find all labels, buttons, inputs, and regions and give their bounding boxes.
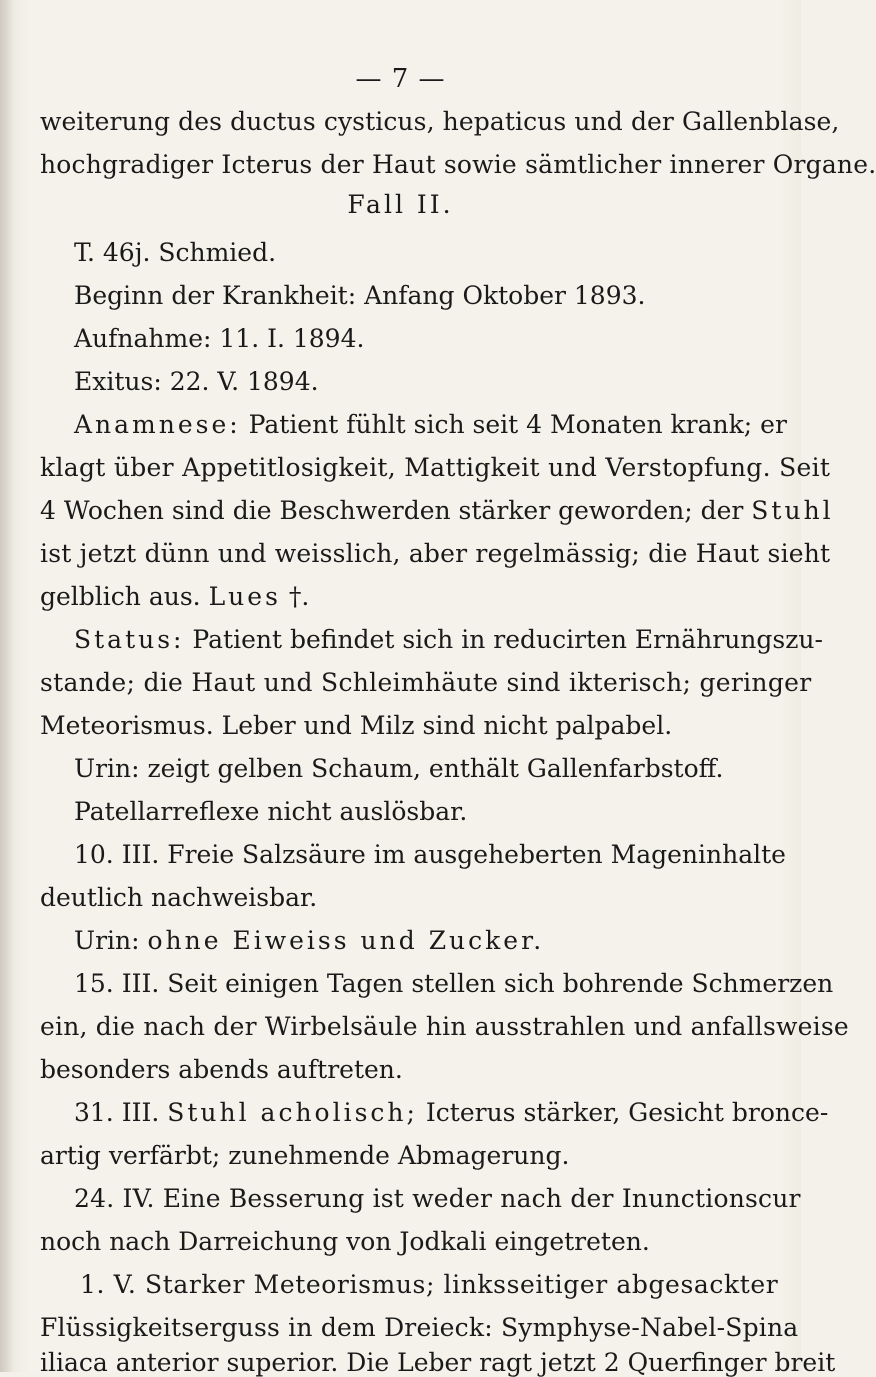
entry-spaced-text: ohne Eiweiss und Zucker. [147,926,545,955]
case-heading: Fall II. [347,190,454,219]
exitus-line: Exitus: 22. V. 1894. [74,367,319,396]
entry-line: artig verfärbt; zunehmende Abmagerung. [40,1141,570,1170]
lues-term: Lues [208,582,281,611]
onset-line: Beginn der Krankheit: Anfang Oktober 1893. [74,281,646,310]
anamnese-line-4: ist jetzt dünn und weisslich, aber regelmässig; die Haut sieht [40,539,831,568]
entry-line: Flüssigkeitserguss in dem Dreieck: Symphyse-Nabel-Spina [40,1313,799,1342]
anamnese-line-3 [40,496,834,526]
stuhl-term: Stuhl [751,496,834,525]
anamnese-text: †. [280,582,310,611]
page-number: — 7 — [355,64,446,94]
anamnese-label: Anamnese: [74,410,241,439]
urin-line: Urin: zeigt gelben Schaum, enthält Gallenfarbstoff. [74,754,724,783]
patient-line: T. 46j. Schmied. [74,238,277,267]
entry-text: Icterus stärker, Gesicht bronce- [417,1098,829,1127]
entry-line: ein, die nach der Wirbelsäule hin ausstrahlen und anfallsweise [40,1012,849,1041]
status-text: Patient befindet sich in reducirten Ernährungszu- [184,625,823,654]
anamnese-line-1 [74,410,787,440]
entry-line: noch nach Darreichung von Jodkali eingetreten. [40,1227,650,1256]
anamnese-line-5 [40,582,309,612]
entry-text: Urin: [74,926,148,955]
entry-line-cut: iliaca anterior superior. Die Leber ragt jetzt 2 Querfinger breit [40,1348,836,1377]
entry-line: besonders abends auftreten. [40,1055,403,1084]
entry-line: 10. III. Freie Salzsäure im ausgeheberten Mageninhalte [74,840,786,869]
status-line-2: stande; die Haut und Schleimhäute sind ikterisch; geringer [40,668,812,697]
entry-line [74,1098,828,1128]
status-label: Status: [74,625,185,654]
status-line-3: Meteorismus. Leber und Milz sind nicht palpabel. [40,711,673,740]
text-line: weiterung des ductus cysticus, hepaticus und der Gallenblase, [40,107,840,136]
patellar-line: Patellarreflexe nicht auslösbar. [74,797,468,826]
entry-line [74,926,544,956]
anamnese-line-2: klagt über Appetitlosigkeit, Mattigkeit und Verstopfung. Seit [40,453,831,482]
anamnese-text: 4 Wochen sind die Beschwerden stärker geworden; der [40,496,752,525]
entry-line: 24. IV. Eine Besserung ist weder nach der Inunctionscur [74,1184,801,1213]
entry-line: deutlich nachweisbar. [40,883,318,912]
entry-line: 15. III. Seit einigen Tagen stellen sich bohrende Schmerzen [74,969,834,998]
entry-text: 31. III. [74,1098,168,1127]
anamnese-text: Patient fühlt sich seit 4 Monaten krank; er [240,410,787,439]
anamnese-text: gelblich aus. [40,582,209,611]
admission-line: Aufnahme: 11. I. 1894. [74,324,365,353]
text-line: hochgradiger Icterus der Haut sowie sämtlicher innerer Organe. [40,150,876,179]
entry-line: 1. V. Starker Meteorismus; linksseitiger abgesackter [80,1270,779,1299]
status-line-1 [74,625,823,655]
entry-spaced-text: Stuhl acholisch; [167,1098,418,1127]
